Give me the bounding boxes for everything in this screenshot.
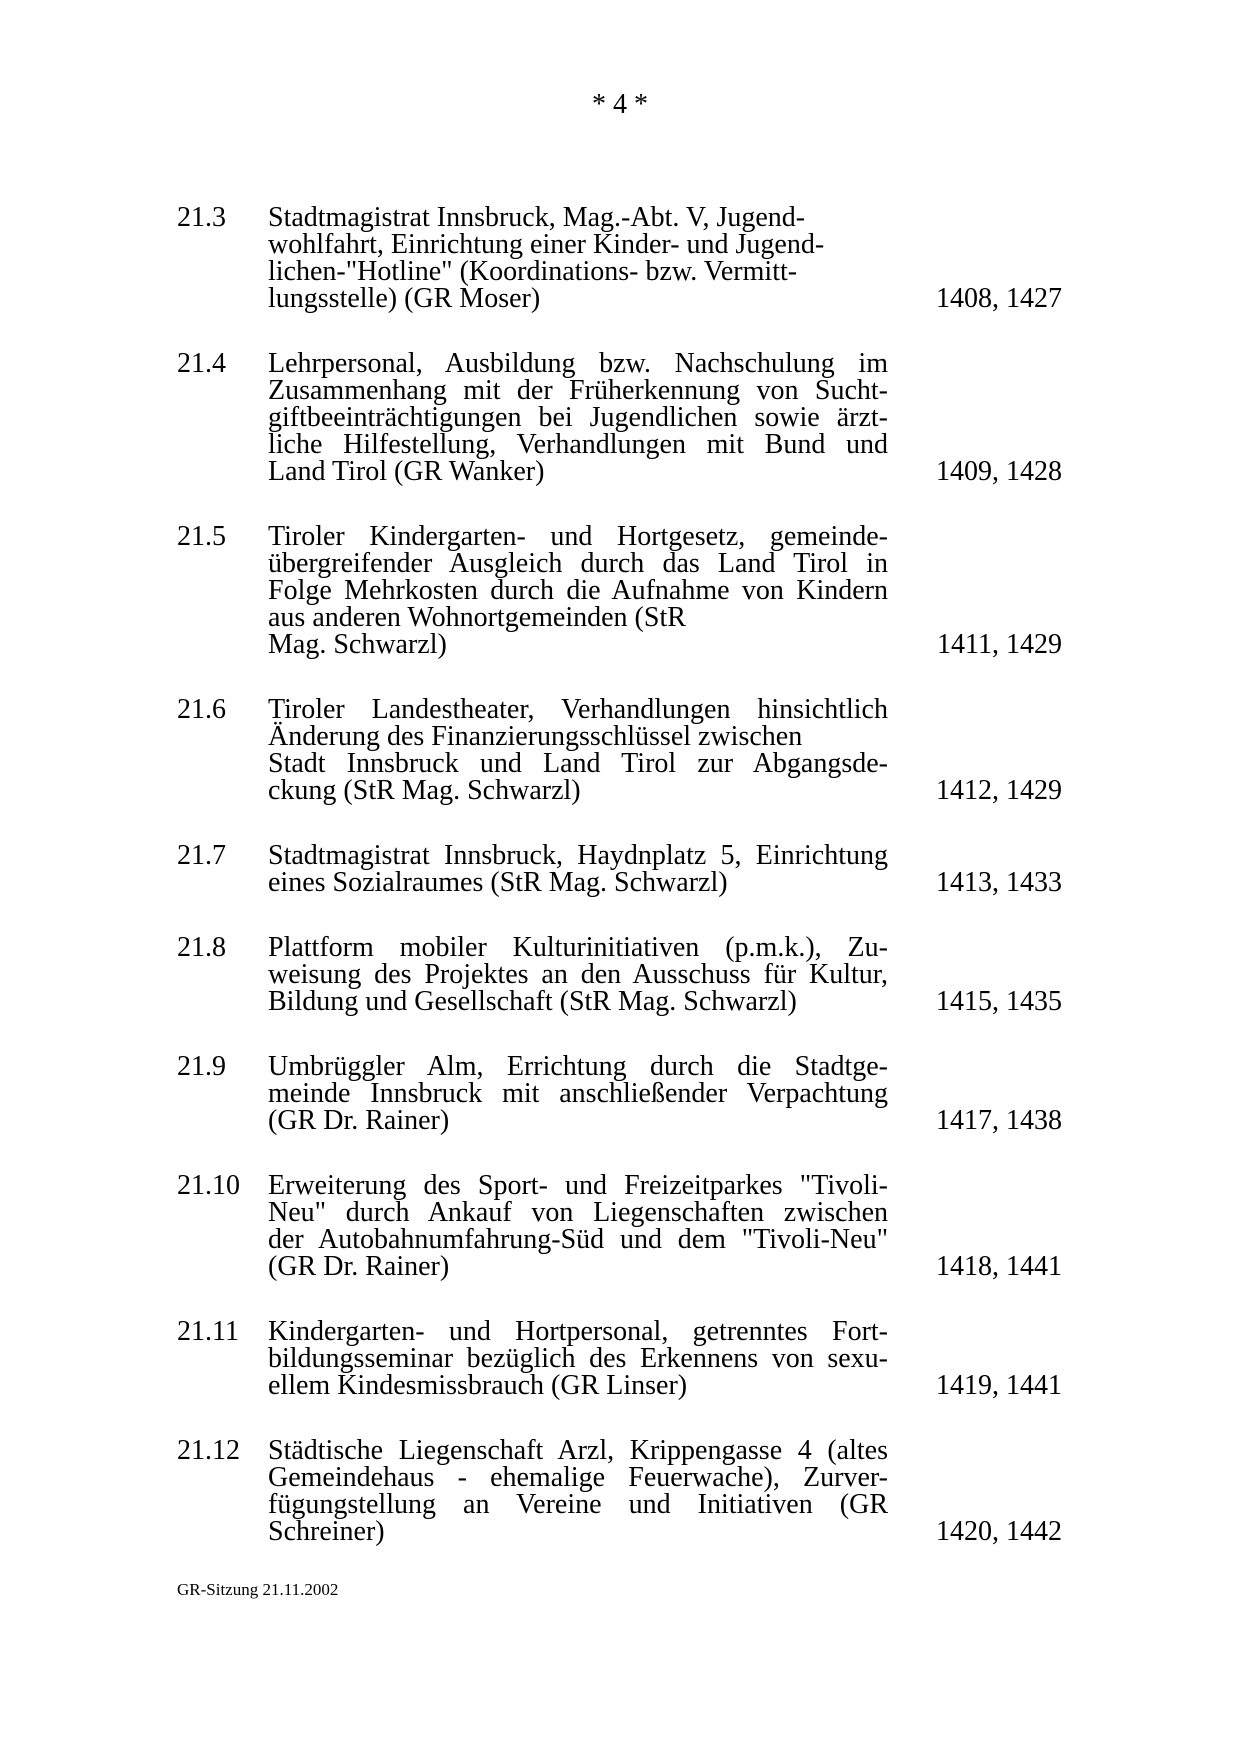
entry-text-line: Änderung des Finanzierungsschlüssel zwischen	[268, 721, 803, 752]
entry-text-line: Städtische Liegenschaft Arzl, Krippengasse 4 (altes	[268, 1435, 888, 1466]
entry-text-line: Umbrüggler Alm, Errichtung durch die Stadtge-	[268, 1051, 888, 1082]
entry-text-line: Erweiterung des Sport- und Freizeitparkes "Tivoli-	[268, 1170, 888, 1201]
entry-number: 21.11	[177, 1316, 239, 1347]
entry-text-line: Schreiner)	[268, 1516, 385, 1547]
entry-text-line: Stadtmagistrat Innsbruck, Mag.-Abt. V, Jugend-	[268, 202, 806, 233]
entry-text-line: Plattform mobiler Kulturinitiativen (p.m.k.), Zu-	[268, 932, 888, 963]
agenda-entry-list	[0, 204, 1240, 1583]
entry-text-line: ckung (StR Mag. Schwarzl)	[268, 775, 581, 806]
entry-text-line: Stadtmagistrat Innsbruck, Haydnplatz 5, Einrichtung	[268, 840, 888, 871]
footer-session-date: GR-Sitzung 21.11.2002	[177, 1580, 339, 1599]
entry-number: 21.5	[177, 521, 226, 552]
entry-text	[268, 350, 888, 485]
entry-text-line: Tiroler Landestheater, Verhandlungen hinsichtlich	[268, 694, 888, 725]
entry-page-refs: 1418, 1441	[936, 1251, 1062, 1282]
entry-text	[268, 696, 888, 804]
agenda-entry	[0, 1318, 1240, 1399]
entry-text-line: Bildung und Gesellschaft (StR Mag. Schwarzl)	[268, 986, 797, 1017]
entry-text-line: Mag. Schwarzl)	[268, 629, 447, 660]
entry-text-line: übergreifender Ausgleich durch das Land Tirol in	[268, 548, 888, 579]
entry-number: 21.4	[177, 348, 226, 379]
page-header-number: * 4 *	[592, 89, 648, 120]
agenda-entry	[0, 1437, 1240, 1545]
entry-page-refs: 1420, 1442	[936, 1516, 1062, 1547]
entry-text-line: Tiroler Kindergarten- und Hortgesetz, gemeinde-	[268, 521, 888, 552]
entry-page-refs: 1411, 1429	[937, 629, 1062, 660]
entry-text-line: meinde Innsbruck mit anschließender Verpachtung	[268, 1078, 888, 1109]
entry-text-line: (GR Dr. Rainer)	[268, 1251, 450, 1282]
entry-text-line: Neu" durch Ankauf von Liegenschaften zwischen	[268, 1197, 888, 1228]
entry-number: 21.8	[177, 932, 226, 963]
entry-text-line: eines Sozialraumes (StR Mag. Schwarzl)	[268, 867, 728, 898]
entry-text-line: Zusammenhang mit der Früherkennung von Sucht-	[268, 375, 888, 406]
entry-number: 21.10	[177, 1170, 240, 1201]
agenda-entry	[0, 350, 1240, 485]
entry-page-refs: 1417, 1438	[936, 1105, 1062, 1136]
entry-number: 21.3	[177, 202, 226, 233]
agenda-entry	[0, 1172, 1240, 1280]
entry-text	[268, 523, 888, 658]
entry-text	[268, 1318, 888, 1399]
agenda-entry	[0, 523, 1240, 658]
entry-text-line: fügungstellung an Vereine und Initiativen (GR	[268, 1489, 888, 1520]
entry-text-line: ellem Kindesmissbrauch (GR Linser)	[268, 1370, 688, 1401]
entry-text-line: Folge Mehrkosten durch die Aufnahme von Kindern	[268, 575, 888, 606]
entry-text	[268, 204, 888, 312]
entry-text-line: der Autobahnumfahrung-Süd und dem "Tivoli-Neu"	[268, 1224, 888, 1255]
entry-page-refs: 1419, 1441	[936, 1370, 1062, 1401]
entry-text-line: giftbeeinträchtigungen bei Jugendlichen sowie ärzt-	[268, 402, 888, 433]
entry-text-line: Gemeindehaus - ehemalige Feuerwache), Zurver-	[268, 1462, 888, 1493]
entry-number: 21.12	[177, 1435, 240, 1466]
agenda-entry	[0, 842, 1240, 896]
entry-text-line: Lehrpersonal, Ausbildung bzw. Nachschulung im	[268, 348, 888, 379]
entry-page-refs: 1412, 1429	[936, 775, 1062, 806]
entry-text-line: lichen-"Hotline" (Koordinations- bzw. Vermitt-	[268, 256, 798, 287]
entry-text-line: Land Tirol (GR Wanker)	[268, 456, 545, 487]
entry-text-line: Stadt Innsbruck und Land Tirol zur Abgangsde-	[268, 748, 888, 779]
entry-text-line: liche Hilfestellung, Verhandlungen mit Bund und	[268, 429, 888, 460]
entry-text-line: Kindergarten- und Hortpersonal, getrenntes Fort-	[268, 1316, 888, 1347]
entry-number: 21.9	[177, 1051, 226, 1082]
entry-text-line: (GR Dr. Rainer)	[268, 1105, 450, 1136]
entry-text	[268, 1172, 888, 1280]
entry-text-line: wohlfahrt, Einrichtung einer Kinder- und Jugend-	[268, 229, 825, 260]
entry-text	[268, 1437, 888, 1545]
entry-number: 21.7	[177, 840, 226, 871]
agenda-entry	[0, 204, 1240, 312]
entry-text-line: lungsstelle) (GR Moser)	[268, 283, 541, 314]
entry-text	[268, 1053, 888, 1134]
entry-page-refs: 1415, 1435	[936, 986, 1062, 1017]
entry-text-line: bildungsseminar bezüglich des Erkennens von sexu-	[268, 1343, 888, 1374]
entry-page-refs: 1413, 1433	[936, 867, 1062, 898]
entry-text-line: aus anderen Wohnortgemeinden (StR	[268, 602, 686, 633]
entry-number: 21.6	[177, 694, 226, 725]
agenda-entry	[0, 934, 1240, 1015]
entry-page-refs: 1408, 1427	[936, 283, 1062, 314]
entry-page-refs: 1409, 1428	[936, 456, 1062, 487]
agenda-entry	[0, 1053, 1240, 1134]
entry-text	[268, 842, 888, 896]
agenda-entry	[0, 696, 1240, 804]
entry-text	[268, 934, 888, 1015]
entry-text-line: weisung des Projektes an den Ausschuss für Kultur,	[268, 959, 888, 990]
